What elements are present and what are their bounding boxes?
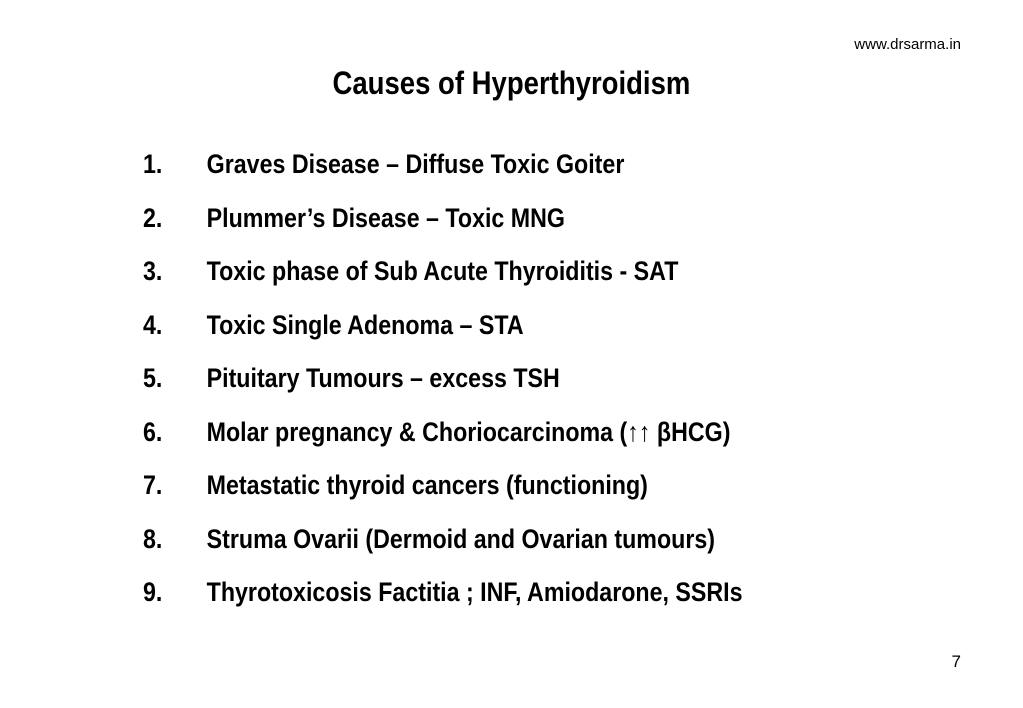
list-item-text: Metastatic thyroid cancers (functioning) [206, 470, 648, 500]
list-item [143, 414, 797, 468]
list-item-text: Thyrotoxicosis Factitia ; INF, Amiodarone, SSRIs [206, 577, 743, 607]
list-item-number: 8. [143, 523, 163, 554]
list-item-number: 6. [143, 416, 163, 447]
list-item-number: 7. [143, 470, 163, 500]
slide-title: Causes of Hyperthyroidism [332, 65, 691, 101]
list-item [143, 146, 797, 200]
list-item-number: 5. [143, 363, 163, 393]
list-item-text: Pituitary Tumours – excess TSH [206, 363, 560, 393]
list-item-number: 1. [143, 149, 163, 179]
site-url: www.drsarma.in [854, 36, 961, 53]
list-item-text: Molar pregnancy & Choriocarcinoma (↑↑ βHCG) [206, 416, 731, 447]
list-item-number: 9. [143, 577, 163, 607]
page-number: 7 [951, 652, 961, 671]
list-item-number: 4. [143, 309, 163, 340]
list-item-text: Struma Ovarii (Dermoid and Ovarian tumours) [206, 523, 716, 554]
list-item [143, 467, 797, 521]
list-item [143, 200, 797, 254]
list-item-text: Graves Disease – Diffuse Toxic Goiter [206, 149, 625, 179]
causes-list [143, 146, 903, 628]
list-item [143, 360, 797, 414]
list-item-text: Toxic Single Adenoma – STA [206, 309, 524, 340]
list-item [143, 253, 797, 307]
list-item [143, 521, 797, 575]
list-item-number: 3. [143, 256, 163, 286]
list-item-text: Toxic phase of Sub Acute Thyroiditis - SAT [206, 256, 679, 286]
list-item [143, 574, 797, 628]
list-item [143, 307, 797, 361]
list-item-text: Plummer’s Disease – Toxic MNG [206, 202, 565, 233]
list-item-number: 2. [143, 202, 163, 233]
